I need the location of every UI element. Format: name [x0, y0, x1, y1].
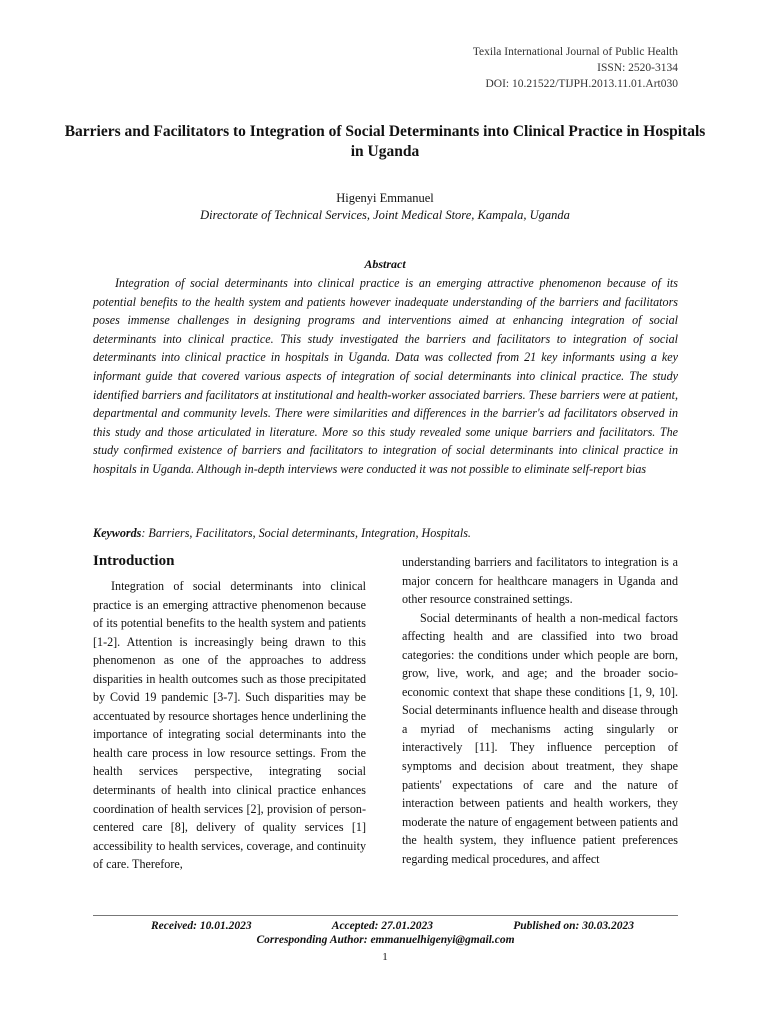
abstract-heading: Abstract	[364, 257, 406, 271]
page-number: 1	[382, 951, 388, 963]
received-date: Received: 10.01.2023	[151, 920, 252, 932]
introduction-heading: Introduction	[93, 553, 175, 569]
journal-header	[473, 44, 678, 92]
keywords-label: Keywords	[93, 526, 142, 540]
introduction-paragraph-1: Integration of social determinants into clinical practice is an emerging attractive phenomenon because of its potential benefits to the health system and patients [1-2]. Attention is increasingly being drawn to this phenomenon as one of the approaches to address disparities in health outcomes such as those precipitated by Covid 19 pandemic [3-7]. Such disparities may be accentuated by resource shortages hence underlining the importance of integrating social determinants into the health care process in low resource settings. From the health services perspective, integrating social determinants of health into clinical practice enhances coordination of health services [2], provision of person-centered care [8], delivery of quality services [1] accessibility to health services, coverage, and continuity of care. Therefore,	[93, 579, 366, 872]
introduction-paragraph-1-continued: understanding barriers and facilitators to integration is a major concern for healthcare managers in Uganda and other resource constrained settings.	[402, 555, 678, 607]
journal-doi: DOI: 10.21522/TIJPH.2013.11.01.Art030	[485, 78, 678, 90]
article-title: Barriers and Facilitators to Integration of Social Determinants into Clinical Practice in Hospitals in Uganda	[64, 123, 706, 160]
footer-divider	[93, 915, 678, 916]
article-affiliation: Directorate of Technical Services, Joint Medical Store, Kampala, Uganda	[200, 208, 570, 222]
keywords-text: : Barriers, Facilitators, Social determinants, Integration, Hospitals.	[141, 526, 471, 540]
article-author: Higenyi Emmanuel	[336, 191, 434, 205]
corresponding-author: Corresponding Author: emmanuelhigenyi@gmail.com	[256, 934, 515, 946]
keywords	[93, 526, 678, 541]
journal-issn: ISSN: 2520-3134	[597, 62, 678, 74]
introduction-paragraph-2: Social determinants of health a non-medical factors affecting health and are classified into two broad categories: the conditions under which people are born, grow, live, work, and age; and the broader socio-economic context that shape these conditions [1, 9, 10]. Social determinants influence health and disease through a myriad of mechanisms acting singularly or interactively [11]. They influence perception of symptoms and decision about treatment, they shape patients' expectations of care and the nature of interaction between patients and health workers, they moderate the nature of engagement between patients and the health system, they influence patient preferences regarding medical procedures, and affect	[402, 610, 678, 866]
left-column	[93, 551, 366, 874]
article-footer	[93, 920, 678, 946]
journal-name: Texila International Journal of Public Health	[472, 46, 678, 58]
right-column	[402, 553, 678, 868]
published-date: Published on: 30.03.2023	[513, 920, 634, 932]
accepted-date: Accepted: 27.01.2023	[331, 920, 434, 932]
abstract-body: Integration of social determinants into clinical practice is an emerging attractive phenomenon because of its potential benefits to the health system and patients however inadequate understanding of the barriers and facilitators poses immense challenges in designing programs and interventions aimed at enhancing integration of social determinants into clinical practice. This study investigated the barriers and facilitators to integration of social determinants into clinical practice in hospitals in Uganda. Data was collected from 21 key informants using a key informant guide that covered various aspects of integration of social determinants into clinical practice. The study identified barriers and facilitators at institutional and health-worker associated barriers. These barriers were at patient, departmental and community levels. There were similarities and differences in the barrier's ad facilitators observed in this study and those articulated in literature. More so this study revealed some unique barriers and facilitators. The study confirmed existence of barriers and facilitators to integration of social determinants into clinical practice in hospitals in Uganda. Although in-depth interviews were conducted it was not possible to eliminate self-report bias	[93, 276, 678, 476]
